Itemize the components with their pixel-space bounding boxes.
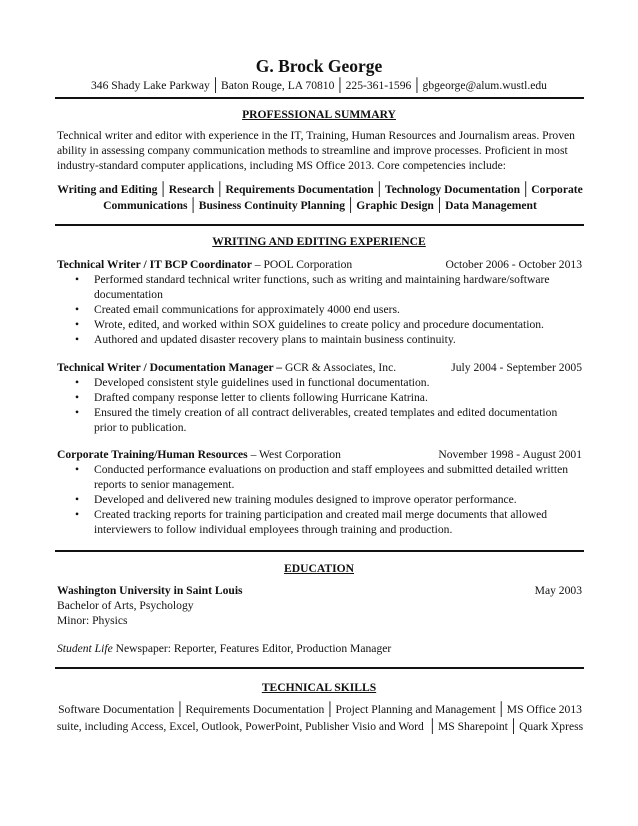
job-dates: July 2004 - September 2005 bbox=[451, 361, 582, 374]
list-item: • Wrote, edited, and worked within SOX guidelines to create policy and procedure documentation. bbox=[57, 317, 582, 332]
contact-line: 346 Shady Lake Parkway│Baton Rouge, LA 70810│225-361-1596│gbgeorge@alum.wustl.edu bbox=[91, 77, 547, 92]
competency: Research bbox=[168, 183, 215, 196]
graduation-date: May 2003 bbox=[534, 584, 582, 597]
candidate-name: G. Brock George bbox=[255, 56, 383, 76]
job-dates: October 2006 - October 2013 bbox=[445, 258, 582, 271]
summary-line: ability in assessing company communication methods to streamline and improve processes. Proficient in most bbox=[57, 144, 568, 157]
skill: Project Planning and Management bbox=[335, 703, 496, 716]
job-title: Technical Writer / IT BCP Coordinator bbox=[57, 258, 252, 271]
job-bullets bbox=[57, 375, 582, 435]
list-item: • Conducted performance evaluations on production and staff employees and submitted detailed written reports to senior management. bbox=[57, 462, 582, 492]
job-company: GCR & Associates, Inc. bbox=[285, 361, 397, 374]
job-bullets bbox=[57, 272, 582, 347]
contact-city: Baton Rouge, LA 70810 bbox=[221, 79, 335, 92]
list-item: • Authored and updated disaster recovery plans to maintain business continuity. bbox=[57, 332, 582, 347]
contact-address: 346 Shady Lake Parkway bbox=[91, 79, 210, 92]
contact-phone: 225-361-1596 bbox=[345, 79, 412, 92]
minor: Minor: Physics bbox=[57, 614, 128, 627]
job-bullets bbox=[57, 462, 582, 537]
education-school-line bbox=[57, 583, 582, 598]
job-company: – West Corporation bbox=[250, 448, 341, 461]
experience-heading: WRITING AND EDITING EXPERIENCE bbox=[212, 235, 426, 248]
list-item: • Created tracking reports for training participation and created mail merge documents that allowed interviewers to follow individual employees through training and production. bbox=[57, 507, 582, 537]
list-item: • Developed consistent style guidelines used in functional documentation. bbox=[57, 375, 582, 390]
job-header bbox=[57, 447, 582, 462]
contact-email[interactable]: gbgeorge@alum.wustl.edu bbox=[422, 79, 547, 92]
activity-text: Newspaper: Reporter, Features Editor, Production Manager bbox=[112, 642, 392, 655]
competency: Requirements Documentation bbox=[225, 183, 374, 196]
job-header bbox=[57, 360, 582, 375]
core-competencies: Writing and Editing│Research│Requirements Documentation│Technology Documentation│Corporate Communications│Business Continuity Planning│Graphic Design│Data Management bbox=[57, 181, 583, 212]
job-company: – POOL Corporation bbox=[254, 258, 353, 271]
job-title: Technical Writer / Documentation Manager – bbox=[57, 361, 283, 374]
skill: MS Sharepoint bbox=[437, 720, 508, 733]
skill: Requirements Documentation bbox=[185, 703, 325, 716]
summary-heading: PROFESSIONAL SUMMARY bbox=[242, 108, 396, 121]
job-dates: November 1998 - August 2001 bbox=[438, 448, 582, 461]
skill: Quark Xpress bbox=[519, 720, 584, 733]
skills-heading: TECHNICAL SKILLS bbox=[261, 681, 377, 694]
list-item: • Performed standard technical writer functions, such as writing and maintaining hardware/software documentation bbox=[57, 272, 582, 302]
competency: Technology Documentation bbox=[384, 183, 521, 196]
competency: Writing and Editing bbox=[57, 183, 158, 196]
education-heading: EDUCATION bbox=[284, 562, 354, 575]
summary-line: Technical writer and editor with experience in the IT, Training, Human Resources and Journalism areas. Proven bbox=[57, 129, 575, 142]
activity-line bbox=[57, 641, 582, 656]
skill: Software Documentation bbox=[58, 703, 175, 716]
summary-paragraph bbox=[57, 128, 582, 173]
divider bbox=[55, 550, 584, 552]
skills-list: Software Documentation│Requirements Documentation│Project Planning and Management│MS Office 2013 suite, including Access, Excel, Outlook, PowerPoint, Publisher Visio and Word │MS Sharepoint│Quark Xpress bbox=[56, 701, 584, 733]
list-item: • Ensured the timely creation of all contract deliverables, created templates and edited documentation prior to publication. bbox=[57, 405, 582, 435]
school-name: Washington University in Saint Louis bbox=[57, 584, 243, 597]
competency: Data Management bbox=[445, 199, 537, 212]
list-item: • Created email communications for approximately 4000 end users. bbox=[57, 302, 582, 317]
degree: Bachelor of Arts, Psychology bbox=[57, 599, 194, 612]
divider bbox=[55, 224, 584, 226]
competency: Corporate Communications bbox=[103, 183, 583, 212]
competency: Graphic Design bbox=[356, 199, 434, 212]
activity-title: Student Life bbox=[57, 642, 113, 655]
list-item: • Drafted company response letter to clients following Hurricane Katrina. bbox=[57, 390, 582, 405]
divider bbox=[55, 97, 584, 99]
competency: Business Continuity Planning bbox=[198, 199, 346, 212]
skill: MS Office 2013 suite, including Access, Excel, Outlook, PowerPoint, Publisher Visio and Word bbox=[56, 703, 582, 733]
divider bbox=[55, 667, 584, 669]
job-title: Corporate Training/Human Resources bbox=[57, 448, 248, 461]
job-header bbox=[57, 257, 582, 272]
summary-line: industry-standard computer applications, including MS Office 2013. Core competencies include: bbox=[57, 159, 506, 172]
list-item: • Developed and delivered new training modules designed to improve operator performance. bbox=[57, 492, 582, 507]
